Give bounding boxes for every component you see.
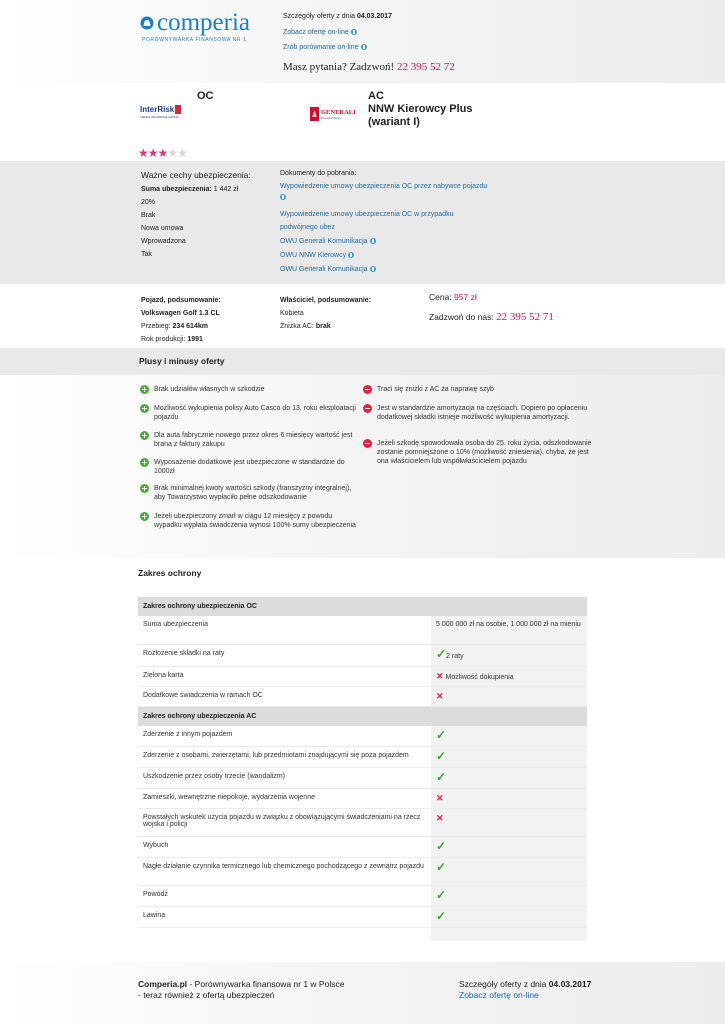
- vehicle-year: 1991: [187, 336, 203, 343]
- comperia-logo[interactable]: [140, 10, 255, 46]
- coverage-table: [138, 597, 587, 941]
- price-box: Cena: 957 zł Zadzwoń do nas: 22 395 52 71: [429, 292, 554, 323]
- documents-section: [280, 170, 510, 277]
- price-phone[interactable]: 22 395 52 71: [496, 311, 554, 323]
- feature-value: Wprowadzona: [141, 238, 186, 245]
- pro-item: Dla auta fabrycznie nowego przez okres 6 miesięcy wartość jest brana z faktury zakupu: [140, 431, 359, 449]
- coverage-oc-header: Zakres ochrony ubezpieczenia OC: [138, 597, 587, 616]
- pro-item: Wyposażenie dodatkowe jest ubezpieczone w standardzie do 1000zł: [140, 458, 359, 476]
- info-icon: [370, 238, 376, 244]
- table-row: Zderzenie z osobami, zwierzętami, lub przedmiotami znajdującymi się poza pojazdem ✓: [138, 746, 587, 767]
- table-row: Uszkodzenie przez osoby trzecie (wandalizm) ✓: [138, 767, 587, 788]
- compare-online-link[interactable]: Zrób porównanie on-line: [283, 44, 367, 51]
- minus-icon: [363, 404, 372, 413]
- product-ac-name: NNW Kierowcy Plus: [368, 103, 473, 115]
- sum-value: 1 442 zł: [213, 186, 239, 193]
- con-item: Traci się zniżki z AC za naprawę szyb: [363, 385, 592, 394]
- check-icon: ✓: [436, 748, 447, 763]
- owner-title: Właściciel, podsumowanie:: [280, 297, 372, 304]
- check-icon: ✓: [436, 838, 447, 853]
- star-filled-icon: ★: [138, 146, 148, 160]
- offer-date: 04.03.2017: [356, 13, 392, 20]
- offer-date-line: Szczegóły oferty z dnia 04.03.2017: [283, 13, 392, 20]
- questions-line: Masz pytania? Zadzwoń! 22 395 52 72: [283, 61, 455, 73]
- table-row: Lawina ✓: [138, 906, 587, 927]
- plus-icon: [140, 431, 149, 440]
- document-link[interactable]: OWU NNW Kierowcy: [280, 249, 510, 263]
- feature-value: 20%: [141, 199, 156, 206]
- info-icon: [370, 266, 376, 272]
- table-row: Wybuch ✓: [138, 836, 587, 857]
- lion-icon: [310, 107, 319, 121]
- plus-icon: [140, 404, 149, 413]
- pro-item: Jeżeli ubezpieczony zmarł w ciągu 12 miesięcy z powodu wypadku wypłata świadczenia wynosi 100% sumy ubezpieczenia: [140, 512, 359, 530]
- pros-cons-header-band: [0, 348, 725, 375]
- document-link[interactable]: Wypowiedzenie umowy ubezpieczenia OC w przypadku podwójnego ubez: [280, 211, 454, 231]
- feature-value: Tak: [141, 251, 152, 258]
- table-row: Powódź ✓: [138, 885, 587, 906]
- table-row: Nagłe działanie czynnika termicznego lub chemicznego pochodzącego z zewnątrz pojazdu ✓: [138, 857, 587, 885]
- product-ac-title: AC NNW Kierowcy Plus (wariant I): [368, 90, 473, 128]
- star-filled-icon: ★: [147, 146, 158, 160]
- info-icon: [351, 29, 357, 35]
- view-online-link[interactable]: Zobacz ofertę on-line: [283, 29, 357, 36]
- owner-discount: brak: [315, 323, 331, 330]
- plus-icon: [140, 385, 149, 394]
- table-row: Dodatkowe świadczenia w ramach OC ✕: [138, 686, 587, 706]
- vehicle-summary: Pojazd, podsumowanie: Volkswagen Golf 1.3 CL Przebieg: 234 614km Rok produkcji: 1991: [141, 294, 221, 346]
- plus-icon: [140, 458, 149, 467]
- logo-tagline: PORÓWNYWARKA FINANSOWA NR 1: [142, 37, 247, 43]
- feature-value: Brak: [141, 212, 156, 219]
- pros-cons-band: [0, 375, 725, 558]
- info-icon: [280, 194, 286, 200]
- vehicle-mileage: 234 614km: [172, 323, 208, 330]
- rating-stars: [138, 146, 187, 160]
- header-phone[interactable]: 22 395 52 72: [396, 61, 455, 73]
- pro-item: Możliwość wykupienia polisy Auto Casco do 13. roku eksploatacji pojazdu: [140, 404, 359, 422]
- cross-icon: ✕: [436, 670, 444, 681]
- plus-icon: [140, 512, 149, 521]
- star-empty-icon: ★: [167, 146, 178, 160]
- check-icon: ✓: [436, 769, 447, 784]
- vehicle-model: Volkswagen Golf 1.3 CL: [141, 310, 220, 317]
- logo-text: comperia: [157, 9, 251, 36]
- interrisk-logo: InterRisk VIENNA INSURANCE GROUP: [140, 105, 188, 123]
- con-item: Jest w standardzie amortyzacja na częściach. Dopiero po opłaceniu dodatkowej składki istnieje możliwość wykupienia amortyzacji.: [363, 404, 592, 422]
- coverage-ac-header: Zakres ochrony ubezpieczenia AC: [138, 706, 587, 726]
- features-title: Ważne cechy ubezpieczenia:: [141, 170, 251, 180]
- check-icon: ✓: [436, 646, 447, 661]
- document-link[interactable]: OWU Generali Komunikacja: [280, 235, 510, 249]
- table-row: Zamieszki, wewnętrzne niepokoje, wydarzenia wojenne ✕: [138, 788, 587, 808]
- logo-icon: [140, 16, 154, 30]
- info-icon: [361, 44, 367, 50]
- table-row: Powstałych wskutek użycia pojazdu w związku z obowiązującymi świadczeniami na rzecz wojska i policji ✕: [138, 808, 587, 836]
- table-spacer-row: [138, 927, 587, 941]
- document-link[interactable]: Wypowiedzenie umowy ubezpieczenia OC przez nabywce pojazdu: [280, 183, 488, 190]
- documents-title: Dokumenty do pobrania:: [280, 170, 357, 177]
- check-icon: ✓: [436, 859, 447, 874]
- minus-icon: [363, 385, 372, 394]
- info-icon: [348, 252, 354, 258]
- coverage-title: Zakres ochrony: [138, 568, 202, 578]
- table-row: Zderzenie z innym pojazdem ✓: [138, 726, 587, 747]
- document-link[interactable]: OWU Generali Komunikacja: [280, 263, 510, 277]
- product-oc-type: OC: [197, 90, 214, 102]
- footer-brand[interactable]: Comperia.pl: [138, 979, 188, 989]
- footer-date: 04.03.2017: [548, 979, 592, 989]
- cross-icon: ✕: [436, 792, 444, 803]
- owner-summary: Właściciel, podsumowanie: Kobieta Zniżka AC: brak: [280, 294, 371, 333]
- feature-value: Nowa umowa: [141, 225, 184, 232]
- generali-logo: GENERALI Ubezpieczenia: [310, 105, 360, 123]
- table-row: Suma ubezpieczenia 5 000 000 zł na osobie, 1 000 000 zł na mieniu: [138, 616, 587, 644]
- footer-view-online-link[interactable]: Zobacz ofertę on-line: [459, 990, 539, 1000]
- check-icon: ✓: [436, 727, 447, 742]
- minus-icon: [363, 439, 372, 448]
- cross-icon: ✕: [436, 812, 444, 823]
- footer-right: Szczegóły oferty z dnia 04.03.2017 Zobacz ofertę on-line: [459, 979, 592, 1000]
- price-value: 957 zł: [454, 292, 477, 302]
- cross-icon: ✕: [436, 690, 444, 701]
- product-ac-variant: (wariant I): [368, 116, 420, 128]
- pro-item: Brak minimalnej kwoty wartości szkody (franszyzny integralnej), aby Towarzystwo wypłaciło pełne odszkodowanie: [140, 484, 359, 502]
- pro-item: Brak udziałów własnych w szkodzie: [140, 385, 359, 394]
- vehicle-title: Pojazd, podsumowanie:: [141, 297, 221, 304]
- check-icon: ✓: [436, 887, 447, 902]
- table-row: Zielona karta ✕ Możliwość dokupienia: [138, 666, 587, 686]
- con-item: Jeżeli szkodę spowodowała osoba do 25. roku życia, odszkodowanie zostanie pomniejszone o 10% (możliwość zniesienia), chyba, że jest ona właścicielem lub współwłaścicielem pojazdu: [363, 439, 592, 466]
- star-filled-icon: ★: [157, 146, 168, 160]
- owner-gender: Kobieta: [280, 310, 304, 317]
- footer-band: [0, 962, 725, 1024]
- interrisk-mark-icon: [175, 105, 181, 114]
- star-empty-icon: ★: [177, 146, 187, 160]
- check-icon: ✓: [436, 908, 447, 923]
- plus-icon: [140, 484, 149, 493]
- pros-cons-title: Plusy i minusy oferty: [139, 356, 225, 366]
- features-section: Ważne cechy ubezpieczenia: Suma ubezpieczenia: 1 442 zł 20% Brak Nowa umowa Wprowadzona Tak: [141, 170, 251, 261]
- footer-left: Comperia.pl - Porównywarka finansowa nr 1 w Polsce - teraz również z ofertą ubezpieczeń: [138, 979, 345, 1000]
- table-row: Rozłożenie składki na raty ✓2 raty: [138, 644, 587, 666]
